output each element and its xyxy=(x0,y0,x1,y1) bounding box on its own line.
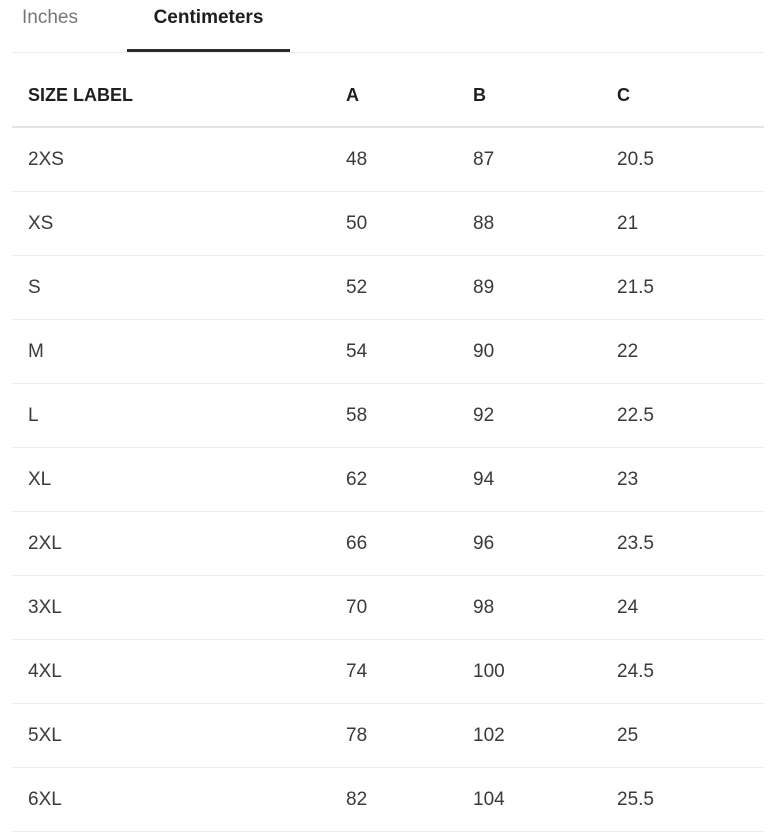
cell-c: 22 xyxy=(601,320,764,384)
table-row xyxy=(12,640,764,704)
cell-c: 24.5 xyxy=(601,640,764,704)
header-b: B xyxy=(457,64,601,127)
cell-a: 66 xyxy=(330,512,457,576)
cell-b: 102 xyxy=(457,704,601,768)
cell-size: XL xyxy=(12,448,330,512)
cell-size: XS xyxy=(12,192,330,256)
size-chart-table xyxy=(12,64,764,832)
cell-a: 70 xyxy=(330,576,457,640)
cell-a: 54 xyxy=(330,320,457,384)
header-a: A xyxy=(330,64,457,127)
header-c: C xyxy=(601,64,764,127)
table-row xyxy=(12,384,764,448)
cell-b: 92 xyxy=(457,384,601,448)
cell-c: 20.5 xyxy=(601,127,764,192)
cell-size: 2XL xyxy=(12,512,330,576)
table-row xyxy=(12,256,764,320)
table-row xyxy=(12,192,764,256)
cell-b: 89 xyxy=(457,256,601,320)
table-row xyxy=(12,320,764,384)
cell-b: 100 xyxy=(457,640,601,704)
table-header-row xyxy=(12,64,764,127)
cell-b: 96 xyxy=(457,512,601,576)
cell-a: 82 xyxy=(330,768,457,832)
cell-size: 6XL xyxy=(12,768,330,832)
cell-a: 50 xyxy=(330,192,457,256)
cell-a: 74 xyxy=(330,640,457,704)
cell-c: 23.5 xyxy=(601,512,764,576)
cell-c: 25 xyxy=(601,704,764,768)
cell-c: 24 xyxy=(601,576,764,640)
unit-tabs xyxy=(12,0,764,53)
cell-a: 52 xyxy=(330,256,457,320)
table-row xyxy=(12,576,764,640)
cell-size: 4XL xyxy=(12,640,330,704)
cell-size: 3XL xyxy=(12,576,330,640)
cell-c: 21 xyxy=(601,192,764,256)
cell-size: M xyxy=(12,320,330,384)
cell-c: 22.5 xyxy=(601,384,764,448)
cell-size: L xyxy=(12,384,330,448)
tab-centimeters[interactable]: Centimeters xyxy=(127,0,290,52)
cell-b: 90 xyxy=(457,320,601,384)
header-size-label: SIZE LABEL xyxy=(12,64,330,127)
cell-a: 48 xyxy=(330,127,457,192)
cell-b: 104 xyxy=(457,768,601,832)
table-row xyxy=(12,768,764,832)
cell-c: 21.5 xyxy=(601,256,764,320)
cell-b: 94 xyxy=(457,448,601,512)
table-row xyxy=(12,704,764,768)
table-row xyxy=(12,448,764,512)
table-row xyxy=(12,512,764,576)
cell-b: 88 xyxy=(457,192,601,256)
tab-inches[interactable]: Inches xyxy=(22,7,78,28)
table-row xyxy=(12,127,764,192)
cell-a: 78 xyxy=(330,704,457,768)
cell-c: 25.5 xyxy=(601,768,764,832)
cell-b: 87 xyxy=(457,127,601,192)
cell-size: 5XL xyxy=(12,704,330,768)
cell-a: 58 xyxy=(330,384,457,448)
cell-b: 98 xyxy=(457,576,601,640)
cell-size: S xyxy=(12,256,330,320)
cell-size: 2XS xyxy=(12,127,330,192)
cell-a: 62 xyxy=(330,448,457,512)
cell-c: 23 xyxy=(601,448,764,512)
